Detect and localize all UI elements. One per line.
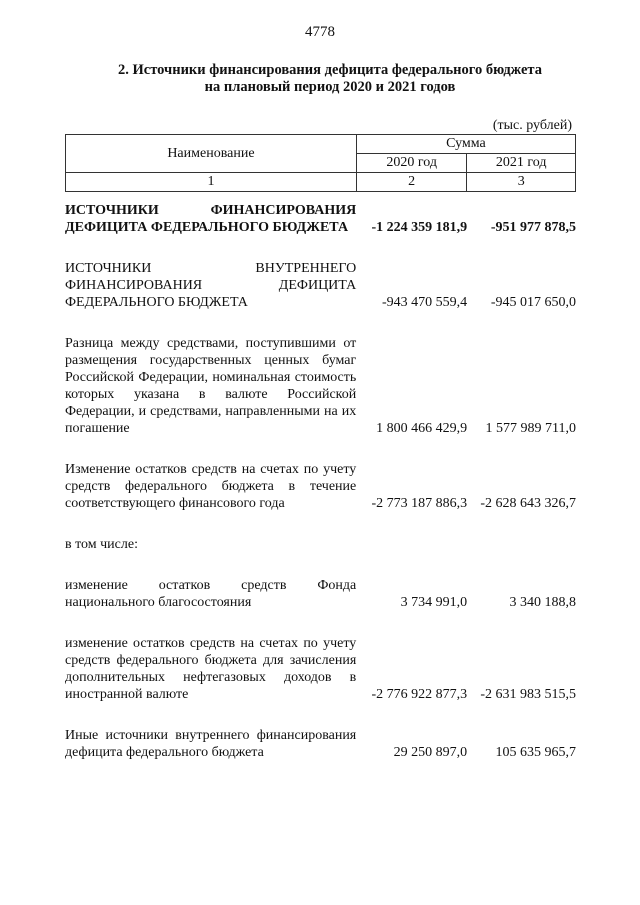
title-line-2: на плановый период 2020 и 2021 годов bbox=[204, 79, 456, 95]
header-sum: Сумма bbox=[356, 135, 575, 154]
header-col-2: 2 bbox=[356, 173, 467, 192]
header-year-2020: 2020 год bbox=[356, 154, 467, 173]
table-row bbox=[65, 727, 576, 761]
row-name: изменение остатков средств Фонда национального благосостояния bbox=[65, 578, 357, 610]
row-value-2020 bbox=[356, 536, 467, 553]
header-col-1: 1 bbox=[66, 173, 357, 192]
table-row bbox=[65, 260, 576, 311]
row-value-2021: 105 635 965,7 bbox=[495, 745, 576, 760]
row-value-2020: -2 773 187 886,3 bbox=[371, 496, 468, 511]
row-value-2021 bbox=[467, 536, 576, 553]
row-value-2021: -945 017 650,0 bbox=[490, 295, 576, 310]
row-value-2021: 1 577 989 711,0 bbox=[485, 421, 576, 436]
row-value-2020: 1 800 466 429,9 bbox=[376, 421, 468, 436]
table-row bbox=[65, 536, 576, 553]
row-value-2021: -2 628 643 326,7 bbox=[480, 496, 576, 511]
row-value-2021: 3 340 188,8 bbox=[509, 595, 576, 610]
row-name: в том числе: bbox=[65, 537, 138, 552]
row-value-2020: 29 250 897,0 bbox=[393, 745, 468, 760]
row-value-2020: -2 776 922 877,3 bbox=[371, 687, 468, 702]
title-line-1: 2. Источники финансирования дефицита федерального бюджета bbox=[118, 62, 542, 78]
row-value-2020: -943 470 559,4 bbox=[381, 295, 468, 310]
row-name: Иные источники внутреннего финансирования дефицита федерального бюджета bbox=[65, 728, 357, 760]
table-row bbox=[65, 577, 576, 611]
document-title bbox=[60, 62, 600, 96]
row-value-2020: 3 734 991,0 bbox=[400, 595, 468, 610]
row-name: Разница между средствами, поступившими от размещения государственных ценных бумаг Российской Федерации, номинальная стоимость которых указана в валюте Российской Федерации, и средствами, направленными на их погашение bbox=[65, 336, 357, 436]
table-row bbox=[65, 335, 576, 437]
row-name: ИСТОЧНИКИ ФИНАНСИРОВАНИЯ ДЕФИЦИТА ФЕДЕРАЛЬНОГО БЮДЖЕТА bbox=[65, 203, 357, 235]
budget-table bbox=[65, 202, 576, 761]
table-row bbox=[65, 635, 576, 703]
units-label: (тыс. рублей) bbox=[492, 118, 572, 133]
page-number: 4778 bbox=[305, 24, 335, 40]
header-name: Наименование bbox=[66, 135, 357, 173]
header-col-3: 3 bbox=[467, 173, 576, 192]
table-row bbox=[65, 461, 576, 512]
row-value-2020: -1 224 359 181,9 bbox=[371, 220, 468, 235]
table-header bbox=[65, 134, 576, 192]
header-year-2021: 2021 год bbox=[467, 154, 576, 173]
row-value-2021: -951 977 878,5 bbox=[490, 220, 576, 235]
row-name: ИСТОЧНИКИ ВНУТРЕННЕГО ФИНАНСИРОВАНИЯ ДЕФИЦИТА ФЕДЕРАЛЬНОГО БЮДЖЕТА bbox=[65, 261, 357, 310]
row-name: Изменение остатков средств на счетах по учету средств федерального бюджета в течение соответствующего финансового года bbox=[65, 462, 357, 511]
row-value-2021: -2 631 983 515,5 bbox=[480, 687, 576, 702]
row-name: изменение остатков средств на счетах по учету средств федерального бюджета для зачисления дополнительных нефтегазовых доходов в иностранной валюте bbox=[65, 636, 357, 702]
table-row bbox=[65, 202, 576, 236]
